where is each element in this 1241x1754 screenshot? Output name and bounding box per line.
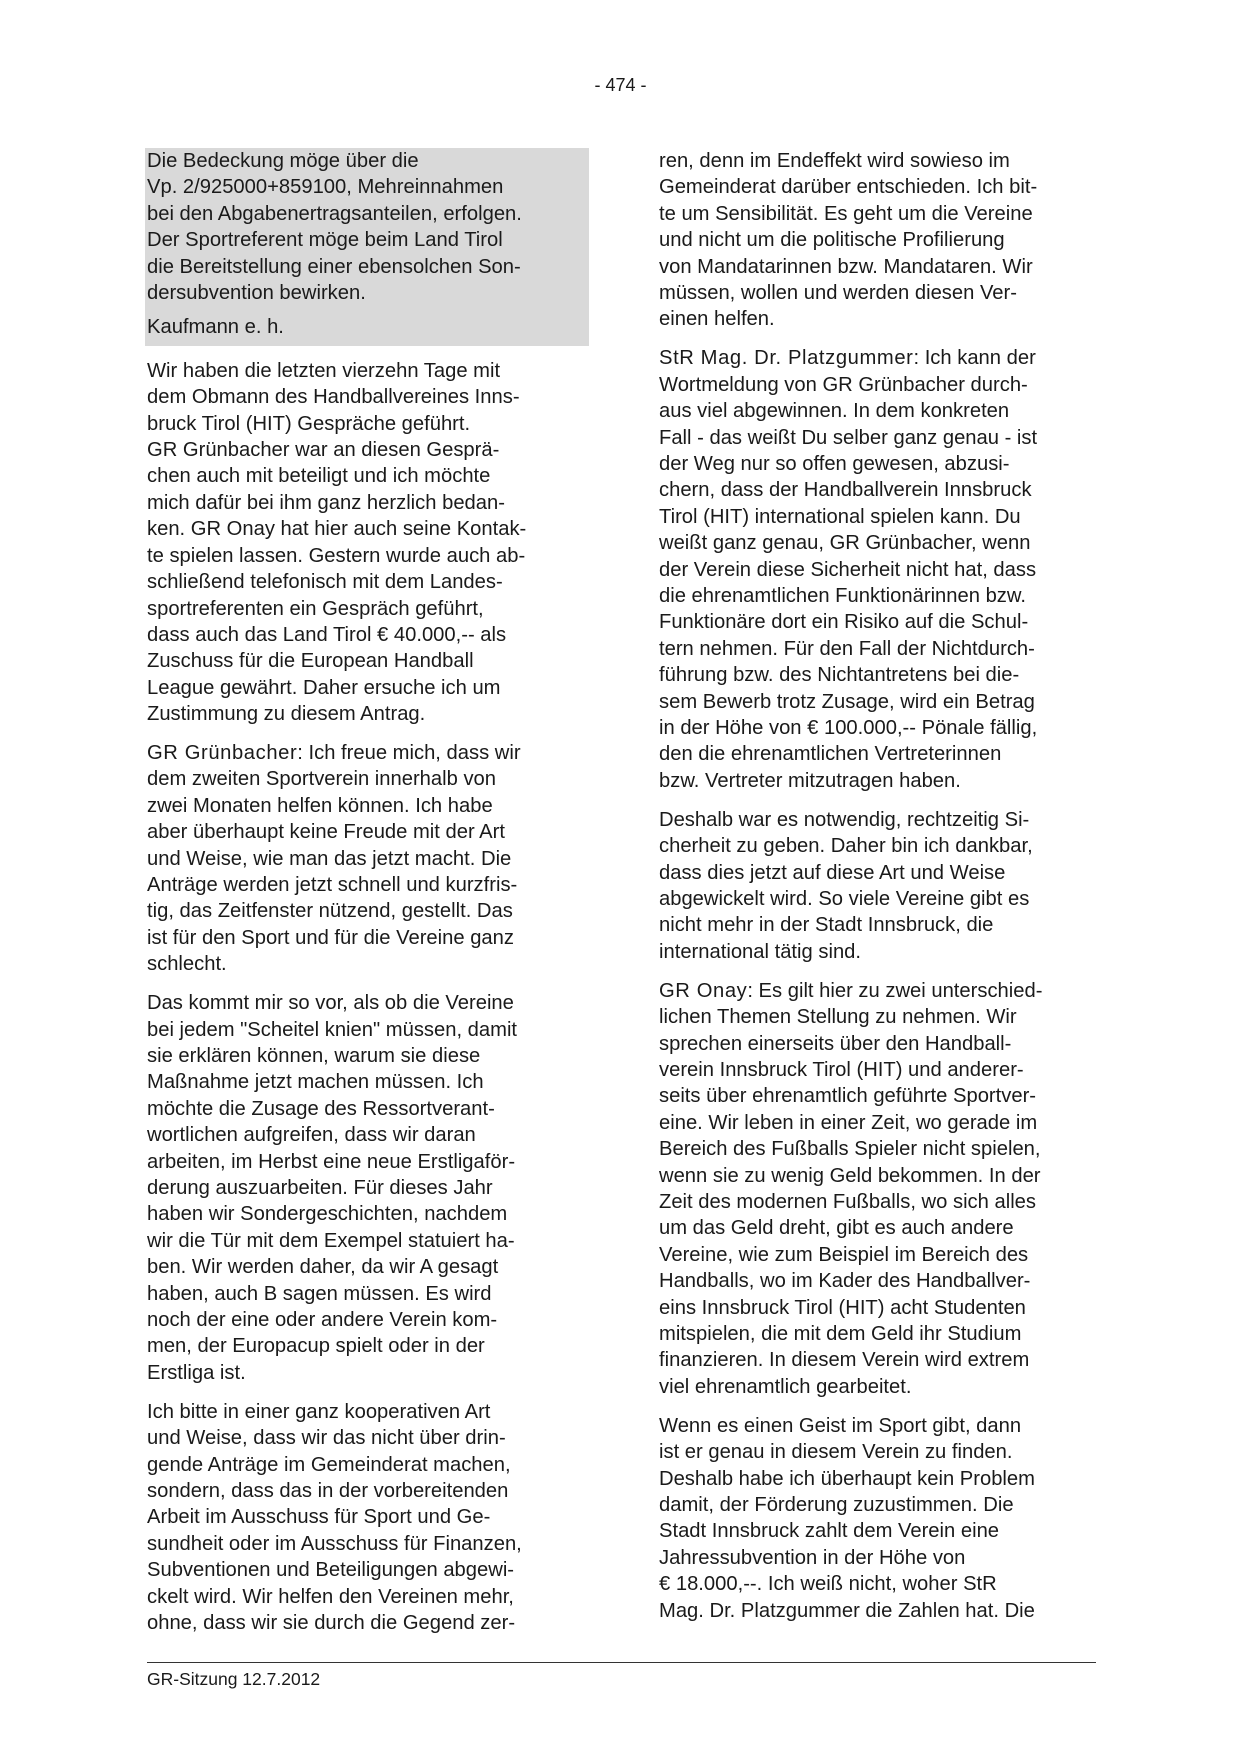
paragraph: Ich bitte in einer ganz kooperativen Art und Weise, dass wir das nicht über drin- gende Anträge im Gemeinderat machen, sondern, dass das in der vorbereitenden Arbeit im Ausschuss für Sport und Ge- sundheit oder im Ausschuss für Finanzen, Subventionen und Beteiligungen abgewi- ckelt wird. Wir helfen den Vereinen mehr, ohne, dass wir sie durch die Gegend zer- [147, 1400, 522, 1635]
motion-signature: Kaufmann e. h. [147, 316, 284, 339]
paragraph: Deshalb war es notwendig, rechtzeitig Si- cherheit zu geben. Daher bin ich dankbar, dass dies jetzt auf diese Art und Weise abgewickelt wird. So viele Vereine gibt es nicht mehr in der Stadt Innsbruck, die international tätig sind. [659, 808, 1033, 963]
footer-divider [147, 1662, 1096, 1663]
speaker-name: GR Grünbacher [147, 742, 298, 765]
motion-box [145, 148, 589, 346]
speech-text: : Ich kann der Wortmeldung von GR Grünbacher durch- aus viel abgewinnen. In dem konkreten Fall - das weißt Du selber ganz genau - ist der Weg nur so offen gewesen, abzusi- chern, dass der Handballverein Innsbruck Tirol (HIT) international spielen kann. Du weißt ganz genau, GR Grünbacher, wenn der Verein diese Sicherheit nicht hat, dass die ehrenamtlichen Funktionärinnen bzw. Funktionäre dort ein Risiko auf die Schul- tern nehmen. Für den Fall der Nichtdurch- führung bzw. des Nichtantretens bei die- sem Bewerb trotz Zusage, wird ein Betrag in der Höhe von € 100.000,-- Pönale fällig, den die ehrenamtlichen Vertreterinnen bzw. Vertreter mitzutragen haben. [659, 347, 1038, 792]
speaker-name: GR Onay [659, 979, 748, 1002]
paragraph: Das kommt mir so vor, als ob die Vereine bei jedem "Scheitel knien" müssen, damit sie erklären können, warum sie diese Maßnahme jetzt machen müssen. Ich möchte die Zusage des Ressortverant- wortlichen aufgreifen, dass wir daran arbeiten, im Herbst eine neue Erstligaför- derung auszuarbeiten. Für dieses Jahr haben wir Sondergeschichten, nachdem wir die Tür mit dem Exempel statuiert ha- ben. Wir werden daher, da wir A gesagt haben, auch B sagen müssen. Es wird noch der eine oder andere Verein kom- men, der Europacup spielt oder in der Erstliga ist. [147, 992, 518, 1384]
paragraph: Wenn es einen Geist im Sport gibt, dann ist er genau in diesem Verein zu finden. Deshalb habe ich überhaupt kein Problem damit, der Förderung zuzustimmen. Die Stadt Innsbruck zahlt dem Verein eine Jahressubvention in der Höhe von € 18.000,--. Ich weiß nicht, woher StR Mag. Dr. Platzgummer die Zahlen hat. Die [659, 1414, 1035, 1622]
paragraph: Wir haben die letzten vierzehn Tage mit dem Obmann des Handballvereines Inns- bruck Tirol (HIT) Gespräche geführt. GR Grünbacher war an diesen Gesprä- chen auch mit beteiligt und ich möchte mich dafür bei ihm ganz herzlich bedan- ken. GR Onay hat hier auch seine Kontak- te spielen lassen. Gestern wurde auch ab- schließend telefonisch mit dem Landes- sportreferenten ein Gespräch geführt, dass auch das Land Tirol € 40.000,-- als Zuschuss für die European Handball League gewährt. Daher ersuche ich um Zustimmung zu diesem Antrag. [147, 359, 527, 726]
left-column [147, 148, 587, 1649]
speech-text: : Es gilt hier zu zwei unterschied- lichen Themen Stellung zu nehmen. Wir sprechen einerseits über den Handball- verein Innsbruck Tirol (HIT) und anderer- seits über ehrenamtlich geführte Sportver- eine. Wir leben in einer Zeit, wo gerade im Bereich des Fußballs Spieler nicht spielen, wenn sie zu wenig Geld bekommen. In der Zeit des modernen Fußballs, wo sich alles um das Geld dreht, gibt es auch andere Vereine, wie zum Beispiel im Bereich des Handballs, wo im Kader des Handballver- eins Innsbruck Tirol (HIT) acht Studenten mitspielen, die mit dem Geld ihr Studium finanzieren. In diesem Verein wird extrem viel ehrenamtlich gearbeitet. [659, 979, 1043, 1398]
speech-paragraph [659, 978, 1099, 1401]
right-column [659, 148, 1099, 1636]
speech-paragraph [659, 345, 1099, 794]
footer-text: GR-Sitzung 12.7.2012 [147, 1669, 321, 1689]
speech-text: : Ich freue mich, dass wir dem zweiten Sportverein innerhalb von zwei Monaten helfen können. Ich habe aber überhaupt keine Freude mit der Art und Weise, wie man das jetzt macht. Die Anträge werden jetzt schnell und kurzfris- tig, das Zeitfenster nützend, gestellt. Das ist für den Sport und für die Vereine ganz schlecht. [147, 742, 521, 976]
page-number: - 474 - [594, 75, 647, 95]
speaker-name: StR Mag. Dr. Platzgummer [659, 347, 914, 370]
paragraph: ren, denn im Endeffekt wird sowieso im Gemeinderat darüber entschieden. Ich bit- te um Sensibilität. Es geht um die Vereine und nicht um die politische Profilierung von Mandatarinnen bzw. Mandataren. Wir müssen, wollen und werden diesen Ver- einen helfen. [659, 150, 1038, 331]
motion-text: Die Bedeckung möge über die Vp. 2/925000+859100, Mehreinnahmen bei den Abgabenertragsanteilen, erfolgen. Der Sportreferent möge beim Land Tirol die Bereitstellung einer ebensolchen Son- dersubvention bewirken. [147, 150, 522, 305]
speech-paragraph [147, 740, 587, 978]
